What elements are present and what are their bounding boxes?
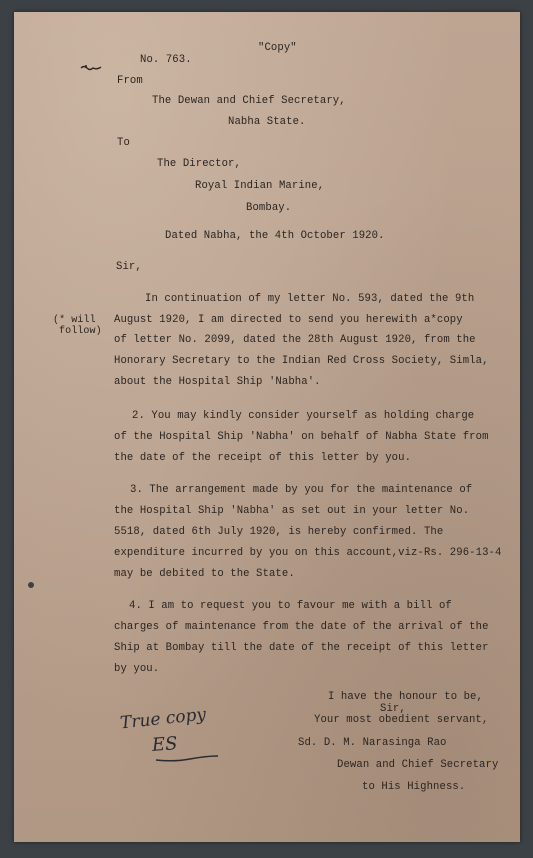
para2-line-3: the date of the receipt of this letter by you.: [114, 452, 412, 464]
punch-hole: [28, 582, 34, 588]
para4-line-4: by you.: [114, 663, 160, 675]
margin-note-line-1: (* will: [53, 315, 96, 326]
dated-line: Dated Nabha, the 4th October 1920.: [165, 230, 385, 242]
para1-line-1: In continuation of my letter No. 593, dated the 9th: [145, 293, 475, 305]
para1-line-3: of letter No. 2099, dated the 28th August 1920, from the: [114, 334, 476, 346]
para3-line-5: may be debited to the State.: [114, 568, 295, 580]
handwritten-underline: [154, 750, 220, 764]
closing-line-6: to His Highness.: [362, 781, 466, 793]
handwritten-true-copy: True copy: [119, 704, 207, 734]
closing-line-2: Sir,: [380, 703, 406, 715]
para4-line-2: charges of maintenance from the date of the arrival of the: [114, 621, 489, 633]
para2-line-1: 2. You may kindly consider yourself as holding charge: [132, 410, 475, 422]
letter-sheet: [14, 12, 520, 842]
para4-line-3: Ship at Bombay till the date of the receipt of this letter: [114, 642, 489, 654]
from-label: From: [117, 75, 143, 87]
para1-line-4: Honorary Secretary to the Indian Red Cross Society, Simla,: [114, 355, 489, 367]
ink-blot-mark: [80, 64, 102, 72]
closing-line-1: I have the honour to be,: [328, 691, 483, 703]
salutation: Sir,: [116, 261, 142, 273]
para1-line-5: about the Hospital Ship 'Nabha'.: [114, 376, 321, 388]
copy-heading: "Copy": [258, 42, 297, 54]
para3-line-2: the Hospital Ship 'Nabha' as set out in your letter No.: [114, 505, 470, 517]
to-line-2: Royal Indian Marine,: [195, 180, 325, 192]
para1-line-2: August 1920, I am directed to send you herewith a*copy: [114, 314, 463, 326]
margin-note-line-2: follow): [59, 326, 102, 337]
para4-line-1: 4. I am to request you to favour me with a bill of: [129, 600, 452, 612]
para3-line-4: expenditure incurred by you on this account,viz-Rs. 296-13-4: [114, 547, 502, 559]
from-line-1: The Dewan and Chief Secretary,: [152, 95, 346, 107]
para2-line-2: of the Hospital Ship 'Nabha' on behalf of Nabha State from: [114, 431, 489, 443]
para3-line-3: 5518, dated 6th July 1920, is hereby confirmed. The: [114, 526, 444, 538]
to-line-3: Bombay.: [246, 202, 292, 214]
to-line-1: The Director,: [157, 158, 241, 170]
para3-line-1: 3. The arrangement made by you for the maintenance of: [130, 484, 473, 496]
signature-typed: Sd. D. M. Narasinga Rao: [298, 737, 447, 749]
letter-number: No. 763.: [140, 54, 192, 66]
closing-designation: Dewan and Chief Secretary: [337, 759, 499, 771]
closing-line-3: Your most obedient servant,: [314, 714, 489, 726]
to-label: To: [117, 137, 130, 149]
handwritten-initials: ES: [151, 733, 179, 756]
from-line-2: Nabha State.: [228, 116, 306, 128]
